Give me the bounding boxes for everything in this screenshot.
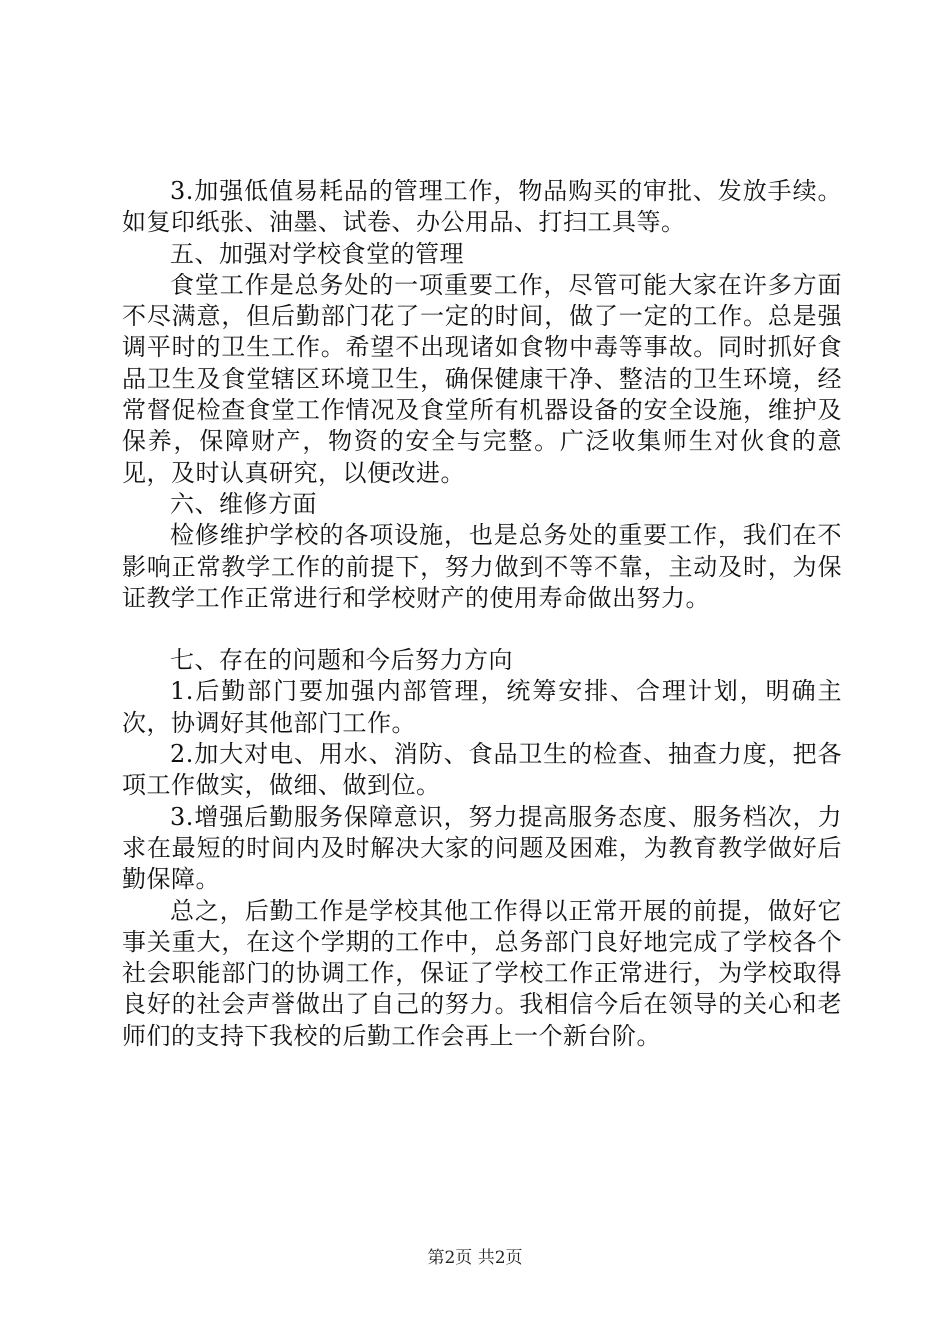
paragraph-maintenance: 检修维护学校的各项设施，也是总务处的重要工作，我们在不影响正常教学工作的前提下，努力做到不等不靠，主动及时，为保证教学工作正常进行和学校财产的使用寿命做出努力。 <box>122 521 842 612</box>
page-number-footer: 第2页 共2页 <box>427 1248 523 1268</box>
document-body <box>122 176 842 1052</box>
paragraph-issue-3: 3.增强后勤服务保障意识，努力提高服务态度、服务档次，力求在最短的时间内及时解决大家的问题及困难，为教育教学做好后勤保障。 <box>122 802 842 894</box>
paragraph-issue-2: 2.加大对电、用水、消防、食品卫生的检查、抽查力度，把各项工作做实，做细、做到位。 <box>122 740 842 800</box>
paragraph-summary: 总之，后勤工作是学校其他工作得以正常开展的前提，做好它事关重大，在这个学期的工作中，总务部门良好地完成了学校各个社会职能部门的协调工作，保证了学校工作正常进行，为学校取得良好的社会声誉做出了自己的努力。我相信今后在领导的关心和老师们的支持下我校的后勤工作会再上一个新台阶。 <box>122 896 842 1050</box>
paragraph-issue-1: 1.后勤部门要加强内部管理，统筹安排、合理计划，明确主次，协调好其他部门工作。 <box>122 677 842 737</box>
paragraph-item-3: 3.加强低值易耗品的管理工作，物品购买的审批、发放手续。如复印纸张、油墨、试卷、办公用品、打扫工具等。 <box>122 177 842 237</box>
paragraph-canteen: 食堂工作是总务处的一项重要工作，尽管可能大家在许多方面不尽满意，但后勤部门花了一定的时间，做了一定的工作。总是强调平时的卫生工作。希望不出现诸如食物中毒等事故。同时抓好食品卫生及食堂辖区环境卫生，确保健康干净、整洁的卫生环境，经常督促检查食堂工作情况及食堂所有机器设备的安全设施，维护及保养，保障财产，物资的安全与完整。广泛收集师生对伙食的意见，及时认真研究，以便改进。 <box>122 270 842 487</box>
section-heading-5: 五、加强对学校食堂的管理 <box>170 239 464 268</box>
section-heading-7: 七、存在的问题和今后努力方向 <box>170 646 513 675</box>
paragraph-spacer <box>122 614 842 645</box>
section-heading-6: 六、维修方面 <box>170 489 317 518</box>
